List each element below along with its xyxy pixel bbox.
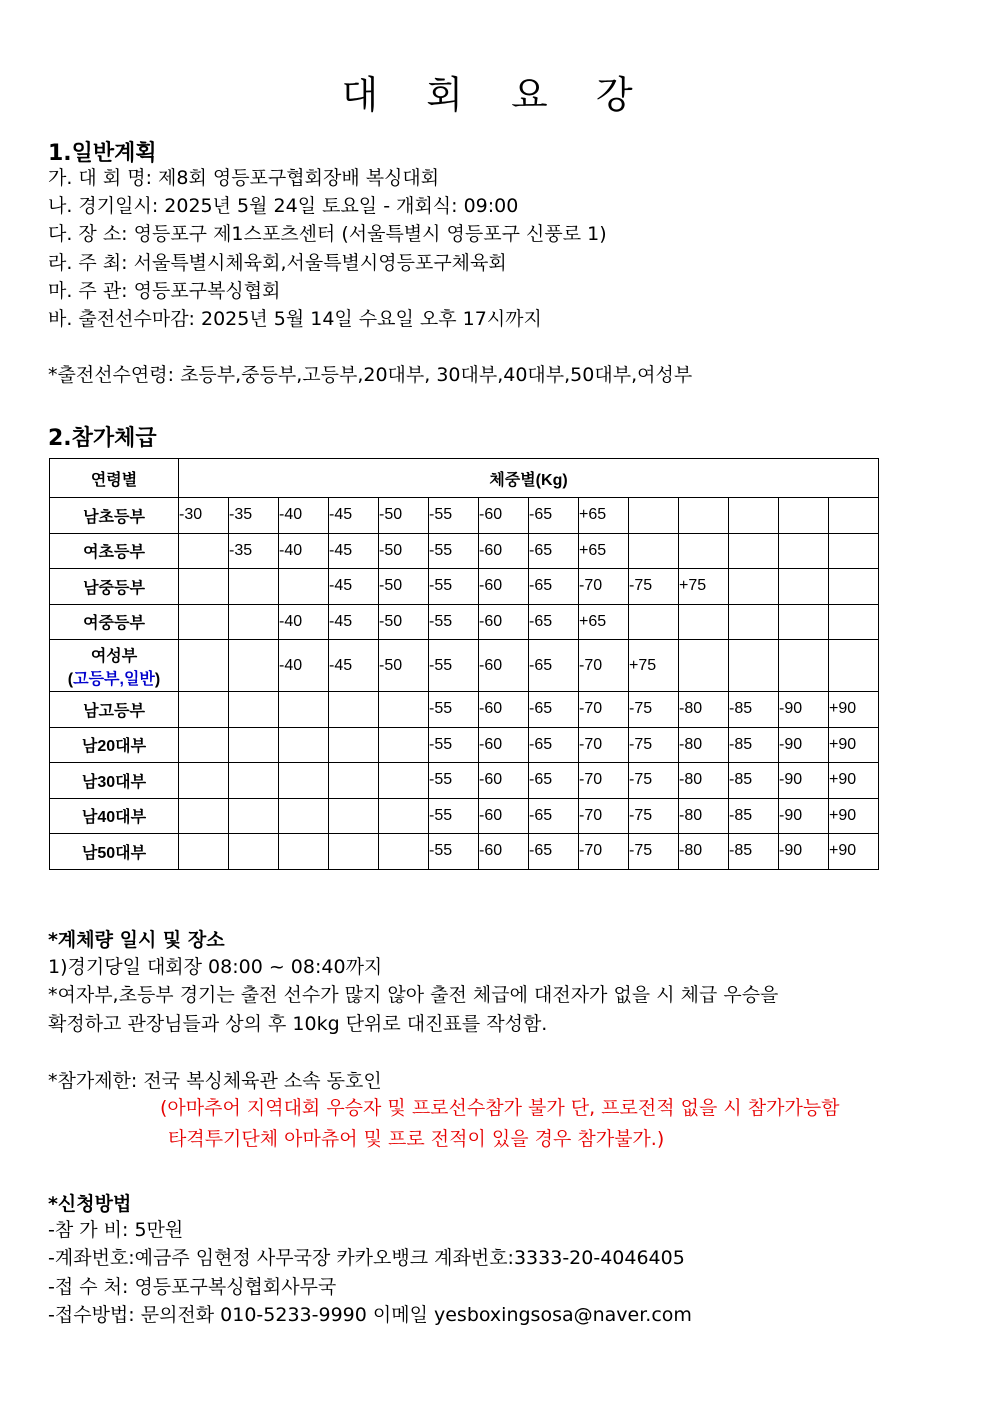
- weight-class-cell: -75: [629, 569, 679, 605]
- weight-class-cell: -80: [679, 692, 729, 728]
- weight-class-cell: -85: [729, 727, 779, 763]
- weight-class-cell: [329, 763, 379, 799]
- office-line: -접 수 처: 영등포구복싱협회사무국: [48, 1276, 337, 1298]
- weight-class-cell: -80: [679, 763, 729, 799]
- weight-class-cell: -55: [429, 640, 479, 692]
- weight-class-cell: -80: [679, 727, 729, 763]
- weight-class-cell: -70: [579, 640, 629, 692]
- weight-class-cell: [329, 692, 379, 728]
- weight-class-cell: -50: [379, 604, 429, 640]
- table-row: [50, 498, 879, 534]
- age-group-sub-close: ): [154, 670, 161, 688]
- weight-class-cell: [379, 798, 429, 834]
- age-group-label: 남40대부: [81, 809, 147, 827]
- table-row: [50, 533, 879, 569]
- weight-class-cell: -65: [529, 640, 579, 692]
- weight-class-cell: +65: [579, 533, 629, 569]
- weight-class-cell: -30: [179, 498, 229, 534]
- weight-class-cell: [229, 569, 279, 605]
- age-group-label: 남30대부: [81, 773, 147, 791]
- age-group-label: 남고등부: [83, 702, 145, 720]
- weight-class-cell: -65: [529, 692, 579, 728]
- weight-class-cell: -90: [779, 727, 829, 763]
- weight-class-cell: -90: [779, 798, 829, 834]
- weight-class-cell: -75: [629, 727, 679, 763]
- weight-class-cell: -40: [279, 533, 329, 569]
- weight-class-cell: -70: [579, 763, 629, 799]
- weight-class-cell: -40: [279, 604, 329, 640]
- weight-class-cell: -60: [479, 604, 529, 640]
- weight-class-cell: -45: [329, 498, 379, 534]
- weight-class-cell: [729, 604, 779, 640]
- weight-class-cell: [179, 604, 229, 640]
- weight-class-cell: -55: [429, 763, 479, 799]
- weight-class-cell: -75: [629, 834, 679, 870]
- weight-class-cell: [729, 498, 779, 534]
- weight-class-cell: +75: [629, 640, 679, 692]
- weight-class-cell: -60: [479, 498, 529, 534]
- page-title: 대 회 요 강: [341, 73, 651, 117]
- weight-class-cell: [729, 533, 779, 569]
- weight-class-cell: -65: [529, 727, 579, 763]
- weight-class-cell: [779, 498, 829, 534]
- weight-class-cell: -50: [379, 498, 429, 534]
- table-header-row: [50, 459, 879, 498]
- age-group-cell: [50, 798, 179, 834]
- weight-class-cell: [779, 604, 829, 640]
- weight-class-cell: -70: [579, 569, 629, 605]
- table-row: [50, 640, 879, 692]
- weight-class-cell: -65: [529, 798, 579, 834]
- weight-class-cell: -60: [479, 533, 529, 569]
- weight-class-cell: [229, 763, 279, 799]
- table-row: [50, 727, 879, 763]
- restriction-line: *참가제한: 전국 복싱체육관 소속 동호인: [48, 1070, 382, 1092]
- weight-class-cell: -75: [629, 798, 679, 834]
- weight-class-cell: -60: [479, 798, 529, 834]
- weight-class-cell: [179, 692, 229, 728]
- weight-class-cell: -40: [279, 640, 329, 692]
- weighin-time-line: 1)경기당일 대회장 08:00 ~ 08:40까지: [48, 956, 383, 978]
- table-row: [50, 798, 879, 834]
- age-group-label: 여중등부: [83, 615, 145, 633]
- weight-class-cell: -75: [629, 763, 679, 799]
- weight-class-cell: -80: [679, 798, 729, 834]
- weight-class-cell: [829, 604, 879, 640]
- weighin-heading: *계체량 일시 및 장소: [48, 929, 225, 951]
- organizer-line: 마. 주 관: 영등포구복싱협회: [48, 280, 281, 302]
- weight-class-cell: -55: [429, 834, 479, 870]
- weight-class-cell: [629, 604, 679, 640]
- age-group-label: 남20대부: [81, 738, 147, 756]
- weight-class-cell: -65: [529, 834, 579, 870]
- weight-class-cell: -70: [579, 834, 629, 870]
- weighin-note-line-1: *여자부,초등부 경기는 출전 선수가 많지 않아 출전 체급에 대전자가 없을 시 체급 우승을: [48, 984, 779, 1006]
- weight-class-cell: -35: [229, 533, 279, 569]
- weight-class-cell: [679, 533, 729, 569]
- weight-class-cell: +75: [679, 569, 729, 605]
- apply-heading: *신청방법: [48, 1193, 132, 1215]
- weight-class-cell: -65: [529, 498, 579, 534]
- age-group-cell: [50, 640, 179, 692]
- age-group-cell: [50, 498, 179, 534]
- weight-class-cell: [229, 798, 279, 834]
- weight-class-cell: -85: [729, 692, 779, 728]
- weight-class-cell: [279, 692, 329, 728]
- weight-class-cell: [779, 533, 829, 569]
- age-group-label: 남50대부: [81, 844, 147, 862]
- weight-class-cell: [629, 498, 679, 534]
- table-row: [50, 763, 879, 799]
- weight-class-cell: [179, 727, 229, 763]
- weight-class-cell: [679, 498, 729, 534]
- table-row: [50, 569, 879, 605]
- weight-class-cell: -35: [229, 498, 279, 534]
- weighin-note-line-2: 확정하고 관장님들과 상의 후 10kg 단위로 대진표를 작성함.: [48, 1013, 548, 1035]
- weight-class-cell: +90: [829, 727, 879, 763]
- weight-class-cell: -70: [579, 798, 629, 834]
- weight-class-cell: [229, 640, 279, 692]
- host-line: 라. 주 최: 서울특별시체육회,서울특별시영등포구체육회: [48, 252, 507, 274]
- weight-class-cell: [379, 834, 429, 870]
- age-group-label: 여초등부: [83, 544, 145, 562]
- weight-class-cell: [229, 834, 279, 870]
- weight-class-cell: -55: [429, 727, 479, 763]
- weight-class-cell: [729, 569, 779, 605]
- weight-class-cell: -75: [629, 692, 679, 728]
- weight-class-cell: [829, 498, 879, 534]
- account-line: -계좌번호:예금주 임현정 사무국장 카카오뱅크 계좌번호:3333-20-4046405: [48, 1247, 685, 1269]
- header-age-group: 연령별: [50, 459, 179, 498]
- header-weight-class: 체중별(Kg): [179, 459, 879, 498]
- weight-class-cell: -85: [729, 834, 779, 870]
- venue-line: 다. 장 소: 영등포구 제1스포츠센터 (서울특별시 영등포구 신풍로 1): [48, 223, 607, 245]
- fee-line: -참 가 비: 5만원: [48, 1219, 184, 1241]
- weight-class-cell: [229, 727, 279, 763]
- weight-class-cell: [229, 604, 279, 640]
- weight-class-cell: -70: [579, 692, 629, 728]
- weight-class-cell: [829, 640, 879, 692]
- restriction-red-note-1: (아마추어 지역대회 우승자 및 프로선수참가 불가 단, 프로전적 없을 시 참가가능함: [160, 1097, 840, 1119]
- weight-class-cell: +90: [829, 763, 879, 799]
- weight-class-cell: -60: [479, 569, 529, 605]
- weight-class-cell: -45: [329, 569, 379, 605]
- weight-class-cell: -50: [379, 640, 429, 692]
- age-group-cell: [50, 533, 179, 569]
- weight-class-cell: -45: [329, 640, 379, 692]
- deadline-line: 바. 출전선수마감: 2025년 5월 14일 수요일 오후 17시까지: [48, 308, 542, 330]
- weight-class-cell: [329, 727, 379, 763]
- weight-class-cell: -55: [429, 798, 479, 834]
- weight-class-cell: [229, 692, 279, 728]
- table-row: [50, 604, 879, 640]
- weight-class-cell: [329, 834, 379, 870]
- weight-class-cell: [179, 798, 229, 834]
- weight-class-cell: -55: [429, 498, 479, 534]
- weight-class-cell: [179, 569, 229, 605]
- weight-class-cell: [379, 763, 429, 799]
- weight-class-cell: [179, 834, 229, 870]
- weight-class-cell: -65: [529, 604, 579, 640]
- weight-class-cell: [829, 569, 879, 605]
- weight-class-cell: [179, 763, 229, 799]
- weight-class-cell: +65: [579, 498, 629, 534]
- weight-class-cell: -60: [479, 692, 529, 728]
- weight-class-cell: -65: [529, 533, 579, 569]
- age-group-sub-open: (: [67, 670, 74, 688]
- weight-class-cell: [329, 798, 379, 834]
- weight-class-cell: -60: [479, 763, 529, 799]
- weight-class-cell: [279, 834, 329, 870]
- weight-class-cell: [629, 533, 679, 569]
- age-group-cell: [50, 763, 179, 799]
- weight-class-cell: [279, 763, 329, 799]
- weight-class-cell: [279, 798, 329, 834]
- weight-class-cell: +65: [579, 604, 629, 640]
- table-row: [50, 834, 879, 870]
- weight-class-cell: [179, 640, 229, 692]
- weight-class-cell: -90: [779, 834, 829, 870]
- weight-class-cell: -60: [479, 727, 529, 763]
- weight-class-cell: [679, 640, 729, 692]
- weight-class-table: [49, 458, 879, 870]
- weight-class-cell: -85: [729, 763, 779, 799]
- age-group-cell: [50, 692, 179, 728]
- weight-class-cell: -50: [379, 533, 429, 569]
- weight-class-cell: [729, 640, 779, 692]
- weight-class-cell: +90: [829, 798, 879, 834]
- weight-class-cell: -55: [429, 692, 479, 728]
- weight-class-cell: -45: [329, 604, 379, 640]
- weight-class-cell: -50: [379, 569, 429, 605]
- weight-class-cell: -45: [329, 533, 379, 569]
- weight-class-cell: +90: [829, 692, 879, 728]
- weight-class-cell: -65: [529, 569, 579, 605]
- age-group-cell: [50, 834, 179, 870]
- section-heading-general-plan: 1.일반계획: [48, 141, 157, 166]
- weight-class-cell: -60: [479, 834, 529, 870]
- weight-class-cell: [379, 727, 429, 763]
- weight-class-cell: +90: [829, 834, 879, 870]
- weight-class-cell: -70: [579, 727, 629, 763]
- age-groups-note: *출전선수연령: 초등부,중등부,고등부,20대부, 30대부,40대부,50대부,여성부: [48, 364, 693, 386]
- section-heading-weight-classes: 2.참가체급: [48, 426, 157, 451]
- weight-class-cell: [279, 569, 329, 605]
- weight-class-cell: [379, 692, 429, 728]
- weight-class-cell: [779, 640, 829, 692]
- event-name-line: 가. 대 회 명: 제8회 영등포구협회장배 복싱대회: [48, 167, 440, 189]
- event-date-line: 나. 경기일시: 2025년 5월 24일 토요일 - 개회식: 09:00: [48, 195, 519, 217]
- weight-class-cell: [279, 727, 329, 763]
- age-group-cell: [50, 569, 179, 605]
- weight-class-cell: -55: [429, 604, 479, 640]
- weight-class-cell: -55: [429, 569, 479, 605]
- weight-class-cell: [779, 569, 829, 605]
- weight-class-cell: -40: [279, 498, 329, 534]
- weight-class-cell: -90: [779, 692, 829, 728]
- restriction-red-note-2: 타격투기단체 아마츄어 및 프로 전적이 있을 경우 참가불가.): [168, 1128, 665, 1150]
- weight-class-cell: [179, 533, 229, 569]
- weight-class-cell: -90: [779, 763, 829, 799]
- table-row: [50, 692, 879, 728]
- weight-class-cell: [679, 604, 729, 640]
- weight-class-cell: -60: [479, 640, 529, 692]
- weight-class-cell: -55: [429, 533, 479, 569]
- weight-class-cell: -65: [529, 763, 579, 799]
- age-group-label: 남중등부: [83, 579, 145, 597]
- age-group-cell: [50, 604, 179, 640]
- age-group-sublabel: 고등부,일반: [73, 670, 155, 688]
- age-group-cell: [50, 727, 179, 763]
- age-group-label: 여성부: [90, 647, 138, 665]
- weight-class-cell: -80: [679, 834, 729, 870]
- weight-class-cell: -85: [729, 798, 779, 834]
- weight-class-cell: [829, 533, 879, 569]
- age-group-label: 남초등부: [83, 508, 145, 526]
- contact-line: -접수방법: 문의전화 010-5233-9990 이메일 yesboxingsosa@naver.com: [48, 1304, 692, 1326]
